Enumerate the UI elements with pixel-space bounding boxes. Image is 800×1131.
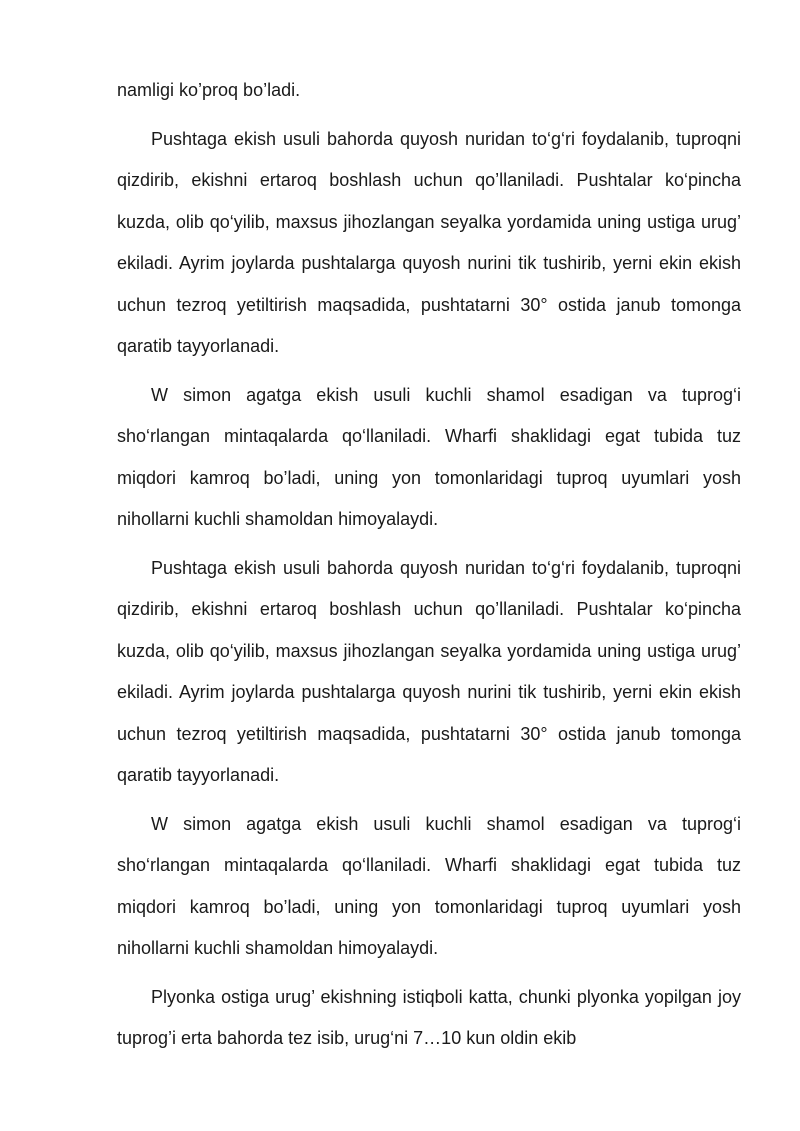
paragraph-ridge-sowing-repeat: Pushtaga ekish usuli bahorda quyosh nuridan to‘g‘ri foydalanib, tuproqni qizdirib, ekishni ertaroq boshlash uchun qo’llaniladi. Pushtalar ko‘pincha kuzda, olib qo‘yilib, maxsus jihozlangan seyalka yordamida uning ustiga urug’ ekiladi. Ayrim joylarda pushtalarga quyosh nurini tik tushirib, yerni ekin ekish uchun tezroq yetiltirish maqsadida, pushtatarni 30° ostida janub tomonga qaratib tayyorlanadi.	[117, 557, 741, 785]
paragraph-ridge-sowing: Pushtaga ekish usuli bahorda quyosh nuridan to‘g‘ri foydalanib, tuproqni qizdirib, ekishni ertaroq boshlash uchun qo’llaniladi. Pushtalar ko‘pincha kuzda, olib qo‘yilib, maxsus jihozlangan seyalka yordamida uning ustiga urug’ ekiladi. Ayrim joylarda pushtalarga quyosh nurini tik tushirib, yerni ekin ekish uchun tezroq yetiltirish maqsadida, pushtatarni 30° ostida janub tomonga qaratib tayyorlanadi.	[117, 128, 741, 356]
paragraph-w-furrow-sowing-repeat: W simon agatga ekish usuli kuchli shamol esadigan va tuprog‘i sho‘rlangan mintaqalarda qo‘llaniladi. Wharfi shaklidagi egat tubida tuz miqdori kamroq bo’ladi, uning yon tomonlaridagi tuproq uyumlari yosh nihollarni kuchli shamoldan himoyalaydi.	[117, 813, 741, 958]
paragraph-film-sowing: Plyonka ostiga urug’ ekishning istiqboli katta, chunki plyonka yopilgan joy tuprog’i erta bahorda tez isib, urug‘ni 7…10 kun oldin ekib	[117, 986, 741, 1048]
paragraph-continuation: namligi ko’proq bo’ladi.	[117, 80, 301, 100]
paragraph-w-furrow-sowing: W simon agatga ekish usuli kuchli shamol esadigan va tuprog‘i sho‘rlangan mintaqalarda qo‘llaniladi. Wharfi shaklidagi egat tubida tuz miqdori kamroq bo’ladi, uning yon tomonlaridagi tuproq uyumlari yosh nihollarni kuchli shamoldan himoyalaydi.	[117, 384, 741, 529]
page-body	[117, 70, 741, 1060]
